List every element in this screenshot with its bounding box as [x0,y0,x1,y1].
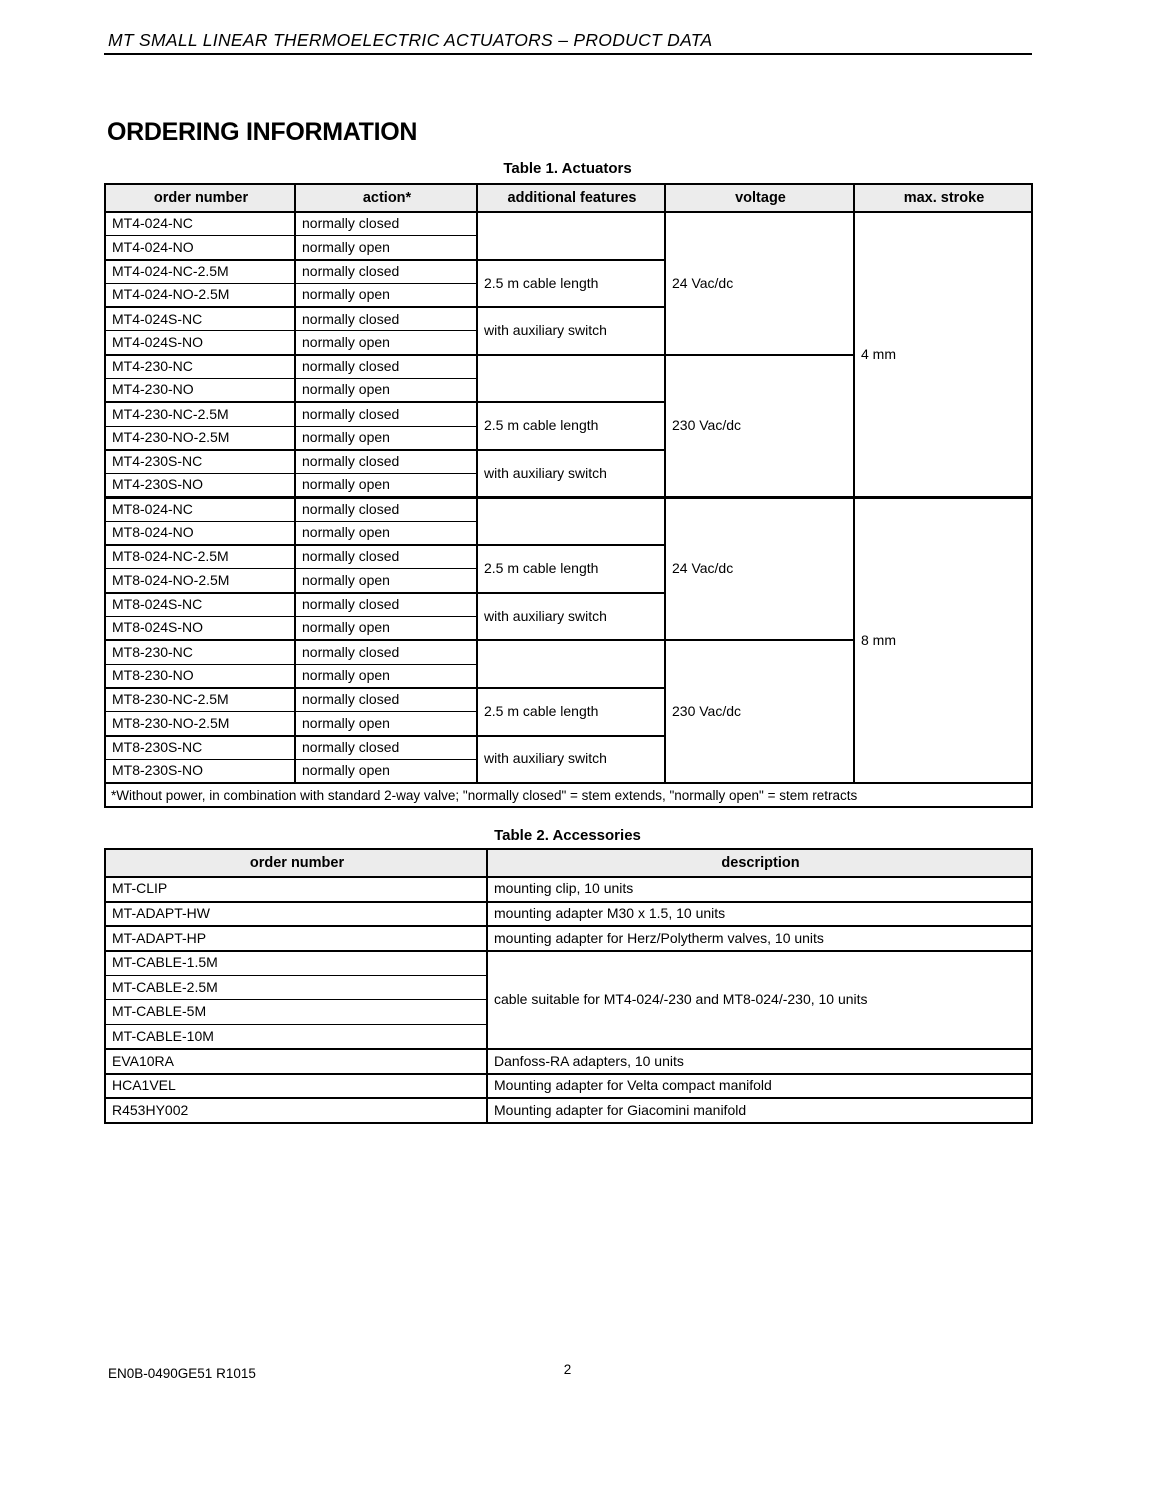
column-header: order number [105,184,295,212]
description-cell: Danfoss-RA adapters, 10 units [487,1049,1032,1074]
order-number-cell: MT8-024-NO-2.5M [105,569,295,593]
footnote-cell: *Without power, in combination with standard 2-way valve; "normally closed" = stem extends, "normally open" = stem retracts [105,783,1032,807]
order-number-cell: MT4-024S-NO [105,331,295,355]
action-cell: normally closed [295,688,477,712]
action-cell: normally closed [295,545,477,569]
order-number-cell: MT-ADAPT-HW [105,902,487,927]
table-row [105,1098,1032,1123]
order-number-cell: MT4-024-NO-2.5M [105,283,295,307]
footer-page-number: 2 [563,1362,572,1377]
order-number-cell: MT-CABLE-2.5M [105,975,487,1000]
order-number-cell: MT4-230-NC [105,355,295,379]
action-cell: normally closed [295,355,477,379]
order-number-cell: MT8-024S-NC [105,593,295,617]
action-cell: normally closed [295,212,477,236]
header-row [105,849,1032,877]
accessories-table-header [105,849,1032,877]
order-number-cell: MT8-230-NO-2.5M [105,712,295,736]
additional-features-cell: with auxiliary switch [477,307,665,355]
column-header: additional features [477,184,665,212]
order-number-cell: MT4-024-NC-2.5M [105,260,295,284]
order-number-cell: MT4-230-NO [105,379,295,403]
order-number-cell: MT4-230-NC-2.5M [105,402,295,426]
action-cell: normally closed [295,498,477,522]
column-header: order number [105,849,487,877]
order-number-cell: MT4-230S-NC [105,450,295,474]
table-row [105,902,1032,927]
voltage-cell: 24 Vac/dc [665,498,854,641]
order-number-cell: MT-ADAPT-HP [105,926,487,951]
order-number-cell: MT4-024-NC [105,212,295,236]
footer-document-number: EN0B-0490GE51 R1015 [108,1366,256,1381]
order-number-cell: MT4-230S-NO [105,474,295,498]
section-title: ORDERING INFORMATION [107,118,418,146]
order-number-cell: MT4-024-NO [105,236,295,260]
additional-features-cell: 2.5 m cable length [477,545,665,593]
table-row [105,951,1032,976]
additional-features-cell: with auxiliary switch [477,736,665,784]
action-cell: normally open [295,474,477,498]
action-cell: normally closed [295,593,477,617]
table-row [105,1074,1032,1099]
voltage-cell: 230 Vac/dc [665,640,854,783]
accessories-table [104,848,1033,1124]
document-header-title: MT SMALL LINEAR THERMOELECTRIC ACTUATORS – PRODUCT DATA [108,30,713,50]
max-stroke-cell: 8 mm [854,498,1032,784]
order-number-cell: MT8-024S-NO [105,617,295,641]
table-row [105,498,1032,522]
action-cell: normally closed [295,307,477,331]
order-number-cell: MT8-024-NO [105,521,295,545]
action-cell: normally open [295,379,477,403]
action-cell: normally closed [295,402,477,426]
actuators-table-body [105,212,1032,807]
order-number-cell: R453HY002 [105,1098,487,1123]
column-header: description [487,849,1032,877]
action-cell: normally open [295,664,477,688]
order-number-cell: MT-CLIP [105,877,487,902]
additional-features-cell [477,212,665,260]
order-number-cell: MT4-230-NO-2.5M [105,426,295,450]
description-cell: mounting clip, 10 units [487,877,1032,902]
order-number-cell: HCA1VEL [105,1074,487,1099]
table-footnote-row [105,783,1032,807]
action-cell: normally open [295,617,477,641]
action-cell: normally closed [295,640,477,664]
column-header: action* [295,184,477,212]
order-number-cell: EVA10RA [105,1049,487,1074]
description-cell: cable suitable for MT4-024/-230 and MT8-024/-230, 10 units [487,951,1032,1049]
action-cell: normally open [295,521,477,545]
table2-caption: Table 2. Accessories [494,827,641,844]
action-cell: normally open [295,283,477,307]
order-number-cell: MT8-024-NC [105,498,295,522]
order-number-cell: MT8-230-NC [105,640,295,664]
header-rule [104,53,1032,55]
action-cell: normally open [295,426,477,450]
order-number-cell: MT8-230S-NO [105,759,295,783]
description-cell: Mounting adapter for Giacomini manifold [487,1098,1032,1123]
header-row [105,184,1032,212]
actuators-table-header [105,184,1032,212]
voltage-cell: 230 Vac/dc [665,355,854,498]
order-number-cell: MT8-230S-NC [105,736,295,760]
actuators-table [104,183,1033,808]
action-cell: normally open [295,759,477,783]
additional-features-cell [477,640,665,688]
order-number-cell: MT8-024-NC-2.5M [105,545,295,569]
additional-features-cell: 2.5 m cable length [477,688,665,736]
order-number-cell: MT-CABLE-10M [105,1025,487,1050]
additional-features-cell [477,355,665,403]
description-cell: Mounting adapter for Velta compact manifold [487,1074,1032,1099]
action-cell: normally open [295,569,477,593]
order-number-cell: MT8-230-NC-2.5M [105,688,295,712]
table-row [105,1049,1032,1074]
order-number-cell: MT-CABLE-5M [105,1000,487,1025]
description-cell: mounting adapter for Herz/Polytherm valves, 10 units [487,926,1032,951]
column-header: voltage [665,184,854,212]
voltage-cell: 24 Vac/dc [665,212,854,355]
order-number-cell: MT-CABLE-1.5M [105,951,487,976]
table-row [105,212,1032,236]
action-cell: normally open [295,331,477,355]
order-number-cell: MT4-024S-NC [105,307,295,331]
table-row [105,926,1032,951]
action-cell: normally closed [295,736,477,760]
table1-caption: Table 1. Actuators [503,160,632,177]
action-cell: normally open [295,236,477,260]
additional-features-cell: with auxiliary switch [477,593,665,641]
max-stroke-cell: 4 mm [854,212,1032,498]
additional-features-cell [477,498,665,546]
description-cell: mounting adapter M30 x 1.5, 10 units [487,902,1032,927]
additional-features-cell: 2.5 m cable length [477,402,665,450]
additional-features-cell: with auxiliary switch [477,450,665,498]
action-cell: normally closed [295,260,477,284]
action-cell: normally closed [295,450,477,474]
accessories-table-body [105,877,1032,1123]
column-header: max. stroke [854,184,1032,212]
table-row [105,877,1032,902]
additional-features-cell: 2.5 m cable length [477,260,665,308]
action-cell: normally open [295,712,477,736]
order-number-cell: MT8-230-NO [105,664,295,688]
